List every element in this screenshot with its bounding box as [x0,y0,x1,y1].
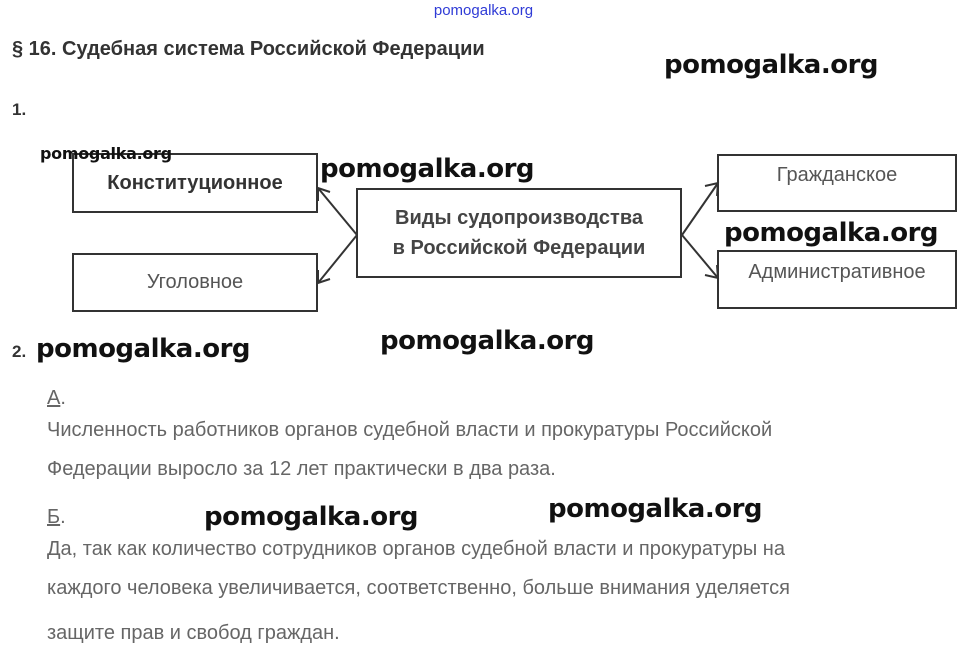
watermark: pomogalka.org [724,218,939,248]
center-line-2: в Российской Федерации [392,237,646,259]
answer-a-heading: А. [47,387,66,409]
box-civil [717,154,957,212]
watermark: pomogalka.org [548,494,763,524]
arrow-to-constitutional [318,188,357,235]
watermark: pomogalka.org [204,502,419,532]
answer-a-label: А [47,387,61,409]
answer-a-line-1: Численность работников органов судебной власти и прокуратуры Российской [47,419,773,441]
watermark: pomogalka.org [380,326,595,356]
answer-b-line-2: каждого человека увеличивается, соответственно, больше внимания уделяется [47,577,790,599]
top-watermark: pomogalka.org [433,2,534,19]
box-administrative [717,250,957,309]
answer-b-line-1: Да, так как количество сотрудников органов судебной власти и прокуратуры на [47,538,785,560]
answer-a-line-2: Федерации выросло за 12 лет практически в два раза. [47,458,556,480]
task-2-number: 2. [12,342,27,361]
answer-b-label: Б [47,506,61,528]
page-title: § 16. Судебная система Российской Федерации [12,38,485,60]
arrow-to-criminal [318,235,357,283]
box-center [356,188,682,278]
box-criminal-label: Уголовное [146,271,244,293]
box-civil-label: Гражданское [776,164,898,186]
box-administrative-label: Административное [748,261,926,283]
center-line-1: Виды судопроизводства [395,207,643,229]
watermark: pomogalka.org [40,144,172,163]
task-1-number: 1. [12,100,27,119]
watermark: pomogalka.org [36,334,251,364]
watermark: pomogalka.org [320,154,535,184]
answer-b-heading: Б. [47,506,66,528]
answer-b-line-3: защите прав и свобод граждан. [47,622,340,644]
arrow-to-administrative [682,235,718,278]
watermark: pomogalka.org [664,50,879,80]
arrow-to-civil [682,183,718,235]
box-criminal [72,253,318,312]
box-constitutional-label: Конституционное [107,171,283,194]
